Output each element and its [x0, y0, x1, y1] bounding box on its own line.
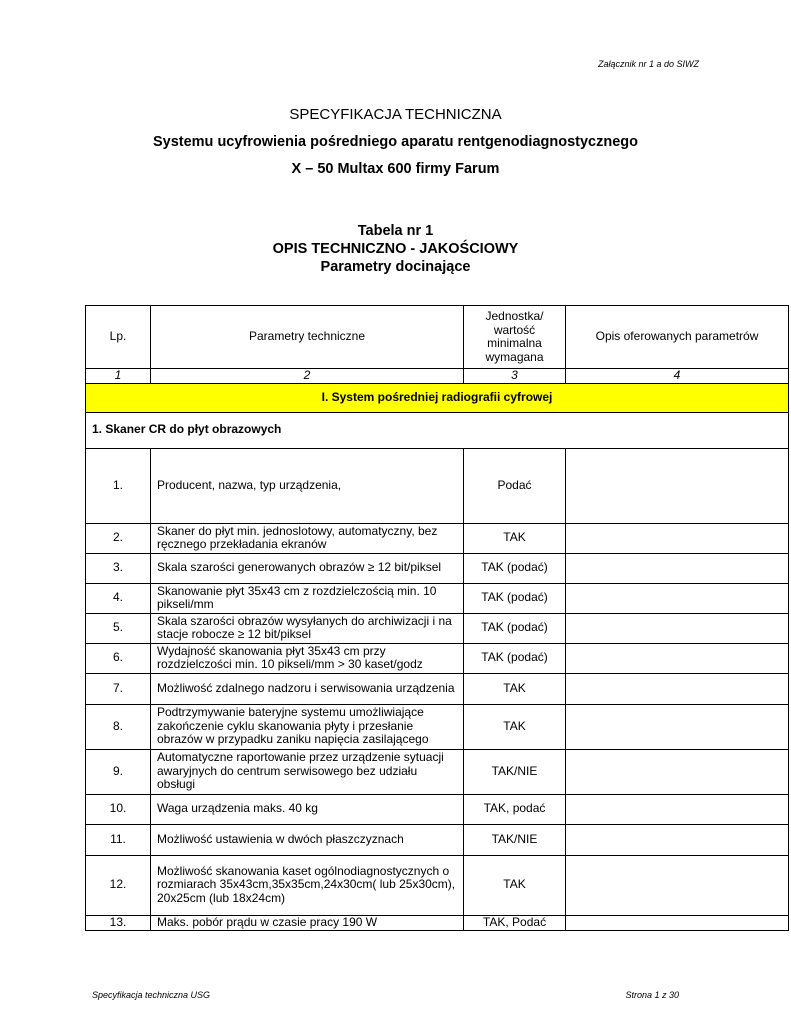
table-subheading: Parametry docinające	[320, 259, 471, 275]
header-parameters: Parametry techniczne	[151, 306, 464, 369]
table-row	[86, 613, 789, 643]
row-parameter: Skaner do płyt min. jednoslotowy, automatyczny, bez ręcznego przekładania ekranów	[151, 523, 464, 553]
row-lp: 6.	[86, 643, 151, 673]
row-lp: 9.	[86, 749, 151, 794]
row-parameter: Skala szarości generowanych obrazów ≥ 12 bit/piksel	[151, 553, 464, 583]
row-lp: 5.	[86, 613, 151, 643]
row-offer-cell[interactable]	[566, 749, 789, 794]
row-offer-cell[interactable]	[566, 704, 789, 749]
attachment-note: Załącznik nr 1 a do SIWZ	[597, 59, 699, 69]
row-parameter: Podtrzymywanie bateryjne systemu umożliwiające zakończenie cyklu skanowania płyty i przesłanie obrazów w przypadku zaniku napięcia zasilającego	[151, 704, 464, 749]
row-lp: 7.	[86, 673, 151, 704]
row-offer-cell[interactable]	[566, 523, 789, 553]
row-lp: 13.	[86, 915, 151, 930]
document-subtitle: Systemu ucyfrowienia pośredniego aparatu rentgenodiagnostycznego	[152, 134, 639, 150]
footer-document-name: Specyfikacja techniczna USG	[92, 990, 211, 1000]
row-value: TAK	[464, 673, 566, 704]
row-parameter: Możliwość ustawienia w dwóch płaszczyznach	[151, 824, 464, 855]
row-lp: 10.	[86, 794, 151, 824]
row-parameter: Skala szarości obrazów wysyłanych do archiwizacji i na stacje robocze ≥ 12 bit/piksel	[151, 613, 464, 643]
row-value: TAK (podać)	[464, 613, 566, 643]
row-offer-cell[interactable]	[566, 553, 789, 583]
header-offer: Opis oferowanych parametrów	[566, 306, 789, 369]
table-row	[86, 448, 789, 523]
row-parameter: Producent, nazwa, typ urządzenia,	[151, 448, 464, 523]
col-number: 3	[464, 369, 566, 384]
subsection-row	[86, 412, 789, 448]
col-number: 4	[566, 369, 789, 384]
footer-page-number: Strona 1 z 30	[625, 990, 679, 1000]
row-offer-cell[interactable]	[566, 613, 789, 643]
table-row	[86, 824, 789, 855]
table-number: Tabela nr 1	[357, 223, 434, 239]
row-value: TAK, podać	[464, 794, 566, 824]
row-parameter: Możliwość zdalnego nadzoru i serwisowania urządzenia	[151, 673, 464, 704]
row-offer-cell[interactable]	[566, 794, 789, 824]
column-number-row	[86, 369, 789, 384]
row-lp: 11.	[86, 824, 151, 855]
row-value: TAK/NIE	[464, 749, 566, 794]
row-offer-cell[interactable]	[566, 915, 789, 930]
col-number: 1	[86, 369, 151, 384]
section-title: I. System pośredniej radiografii cyfrowej	[86, 383, 789, 412]
row-offer-cell[interactable]	[566, 855, 789, 915]
header-lp: Lp.	[86, 306, 151, 369]
specification-table	[85, 305, 789, 931]
row-parameter: Maks. pobór prądu w czasie pracy 190 W	[151, 915, 464, 930]
row-offer-cell[interactable]	[566, 673, 789, 704]
row-value: TAK, Podać	[464, 915, 566, 930]
table-row	[86, 749, 789, 794]
device-name: X – 50 Multax 600 firmy Farum	[291, 161, 500, 177]
row-offer-cell[interactable]	[566, 643, 789, 673]
row-lp: 3.	[86, 553, 151, 583]
row-value: TAK (podać)	[464, 643, 566, 673]
section-row	[86, 383, 789, 412]
row-value: TAK (podać)	[464, 583, 566, 613]
table-row	[86, 583, 789, 613]
row-offer-cell[interactable]	[566, 824, 789, 855]
header-unit: Jednostka/ wartość minimalna wymagana	[464, 306, 566, 369]
table-row	[86, 673, 789, 704]
col-number: 2	[151, 369, 464, 384]
table-heading: OPIS TECHNICZNO - JAKOŚCIOWY	[272, 241, 519, 257]
table-row	[86, 553, 789, 583]
row-parameter: Automatyczne raportowanie przez urządzenie sytuacji awaryjnych do centrum serwisowego bez udziału obsługi	[151, 749, 464, 794]
row-parameter: Skanowanie płyt 35x43 cm z rozdzielczością min. 10 pikseli/mm	[151, 583, 464, 613]
row-lp: 12.	[86, 855, 151, 915]
document-title: SPECYFIKACJA TECHNICZNA	[289, 106, 502, 123]
table-row	[86, 643, 789, 673]
row-value: TAK/NIE	[464, 824, 566, 855]
row-lp: 2.	[86, 523, 151, 553]
table-row	[86, 704, 789, 749]
row-value: TAK (podać)	[464, 553, 566, 583]
table-header-row	[86, 306, 789, 369]
row-lp: 4.	[86, 583, 151, 613]
row-value: TAK	[464, 855, 566, 915]
row-offer-cell[interactable]	[566, 583, 789, 613]
table-row	[86, 794, 789, 824]
subsection-title: 1. Skaner CR do płyt obrazowych	[86, 412, 789, 448]
table-row	[86, 855, 789, 915]
row-parameter: Wydajność skanowania płyt 35x43 cm przy rozdzielczości min. 10 pikseli/mm > 30 kaset/godz	[151, 643, 464, 673]
row-offer-cell[interactable]	[566, 448, 789, 523]
row-parameter: Możliwość skanowania kaset ogólnodiagnostycznych o rozmiarach 35x43cm,35x35cm,24x30cm( lub 25x30cm), 20x25cm (lub 18x24cm)	[151, 855, 464, 915]
table-row	[86, 523, 789, 553]
row-lp: 8.	[86, 704, 151, 749]
row-value: TAK	[464, 704, 566, 749]
row-lp: 1.	[86, 448, 151, 523]
row-parameter: Waga urządzenia maks. 40 kg	[151, 794, 464, 824]
row-value: TAK	[464, 523, 566, 553]
table-row	[86, 915, 789, 930]
row-value: Podać	[464, 448, 566, 523]
table-caption	[0, 222, 791, 276]
